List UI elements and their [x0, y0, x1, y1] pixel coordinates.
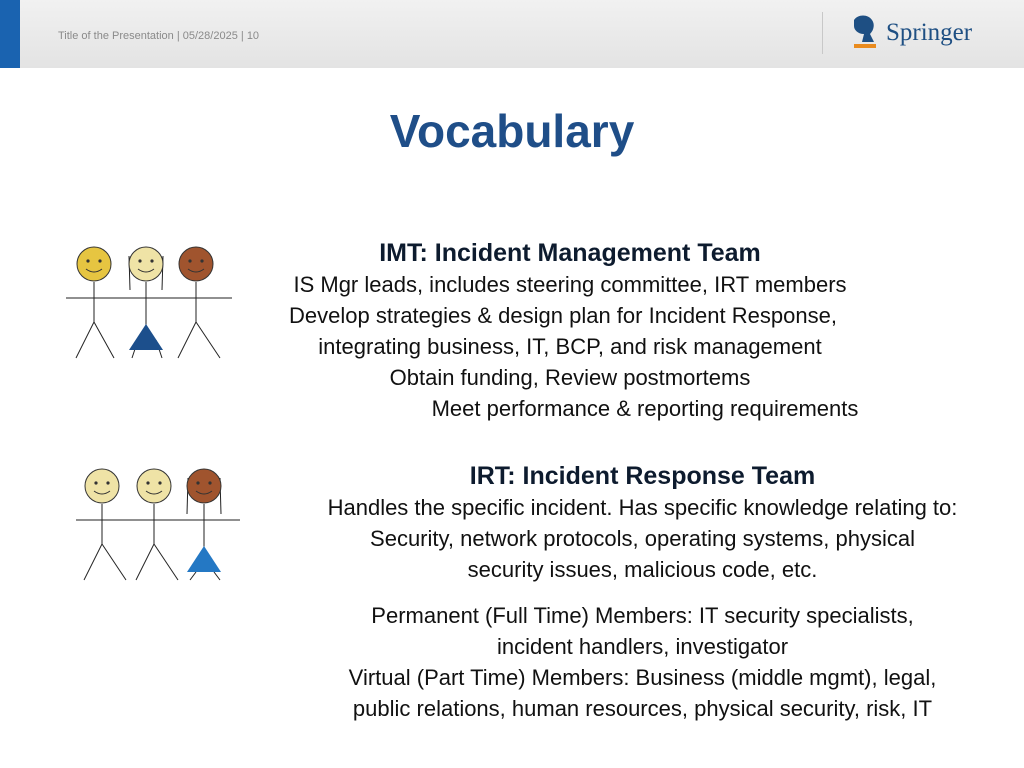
irt-members-line: Permanent (Full Time) Members: IT security specialists, [371, 603, 914, 628]
page-number: 10 [246, 30, 260, 42]
irt-members-section [270, 600, 1015, 724]
irt-line: Handles the specific incident. Has specific knowledge relating to: [327, 495, 958, 520]
irt-heading: IRT: Incident Response Team [469, 462, 816, 490]
imt-team-figures [66, 244, 234, 364]
imt-line: Obtain funding, Review postmortems [389, 365, 751, 390]
smiley-face-icon [77, 247, 111, 281]
presentation-date: 05/28/2025 [182, 30, 238, 42]
irt-members-line: incident handlers, investigator [496, 634, 789, 659]
brand-logo-text: Springer [886, 19, 973, 46]
imt-section [250, 238, 890, 424]
header-accent-bar [0, 0, 20, 68]
irt-line: security issues, malicious code, etc. [467, 557, 818, 582]
irt-section [270, 461, 1015, 585]
irt-team-figures [76, 466, 244, 586]
dress-icon [129, 324, 163, 350]
smiley-face-icon [137, 469, 171, 503]
imt-heading: IMT: Incident Management Team [379, 239, 761, 267]
header-info: Title of the Presentation | 05/28/2025 | 10 [58, 30, 260, 42]
imt-line: Meet performance & reporting requirements [431, 396, 859, 421]
irt-line: Security, network protocols, operating systems, physical [370, 526, 915, 551]
smiley-face-icon [187, 469, 221, 503]
header-divider [822, 12, 823, 54]
smiley-face-icon [179, 247, 213, 281]
imt-line: IS Mgr leads, includes steering committee, IRT members [293, 272, 847, 297]
slide-title: Vocabulary [389, 105, 635, 157]
presentation-title: Title of the Presentation [58, 30, 174, 42]
smiley-face-icon [85, 469, 119, 503]
irt-members-line: public relations, human resources, physical security, risk, IT [352, 696, 933, 721]
irt-members-line: Virtual (Part Time) Members: Business (middle mgmt), legal, [348, 665, 937, 690]
imt-line: Develop strategies & design plan for Incident Response, [289, 303, 837, 328]
imt-line: integrating business, IT, BCP, and risk management [318, 334, 822, 359]
smiley-face-icon [129, 247, 163, 281]
dress-icon [187, 546, 221, 572]
slide-header [0, 0, 1024, 68]
